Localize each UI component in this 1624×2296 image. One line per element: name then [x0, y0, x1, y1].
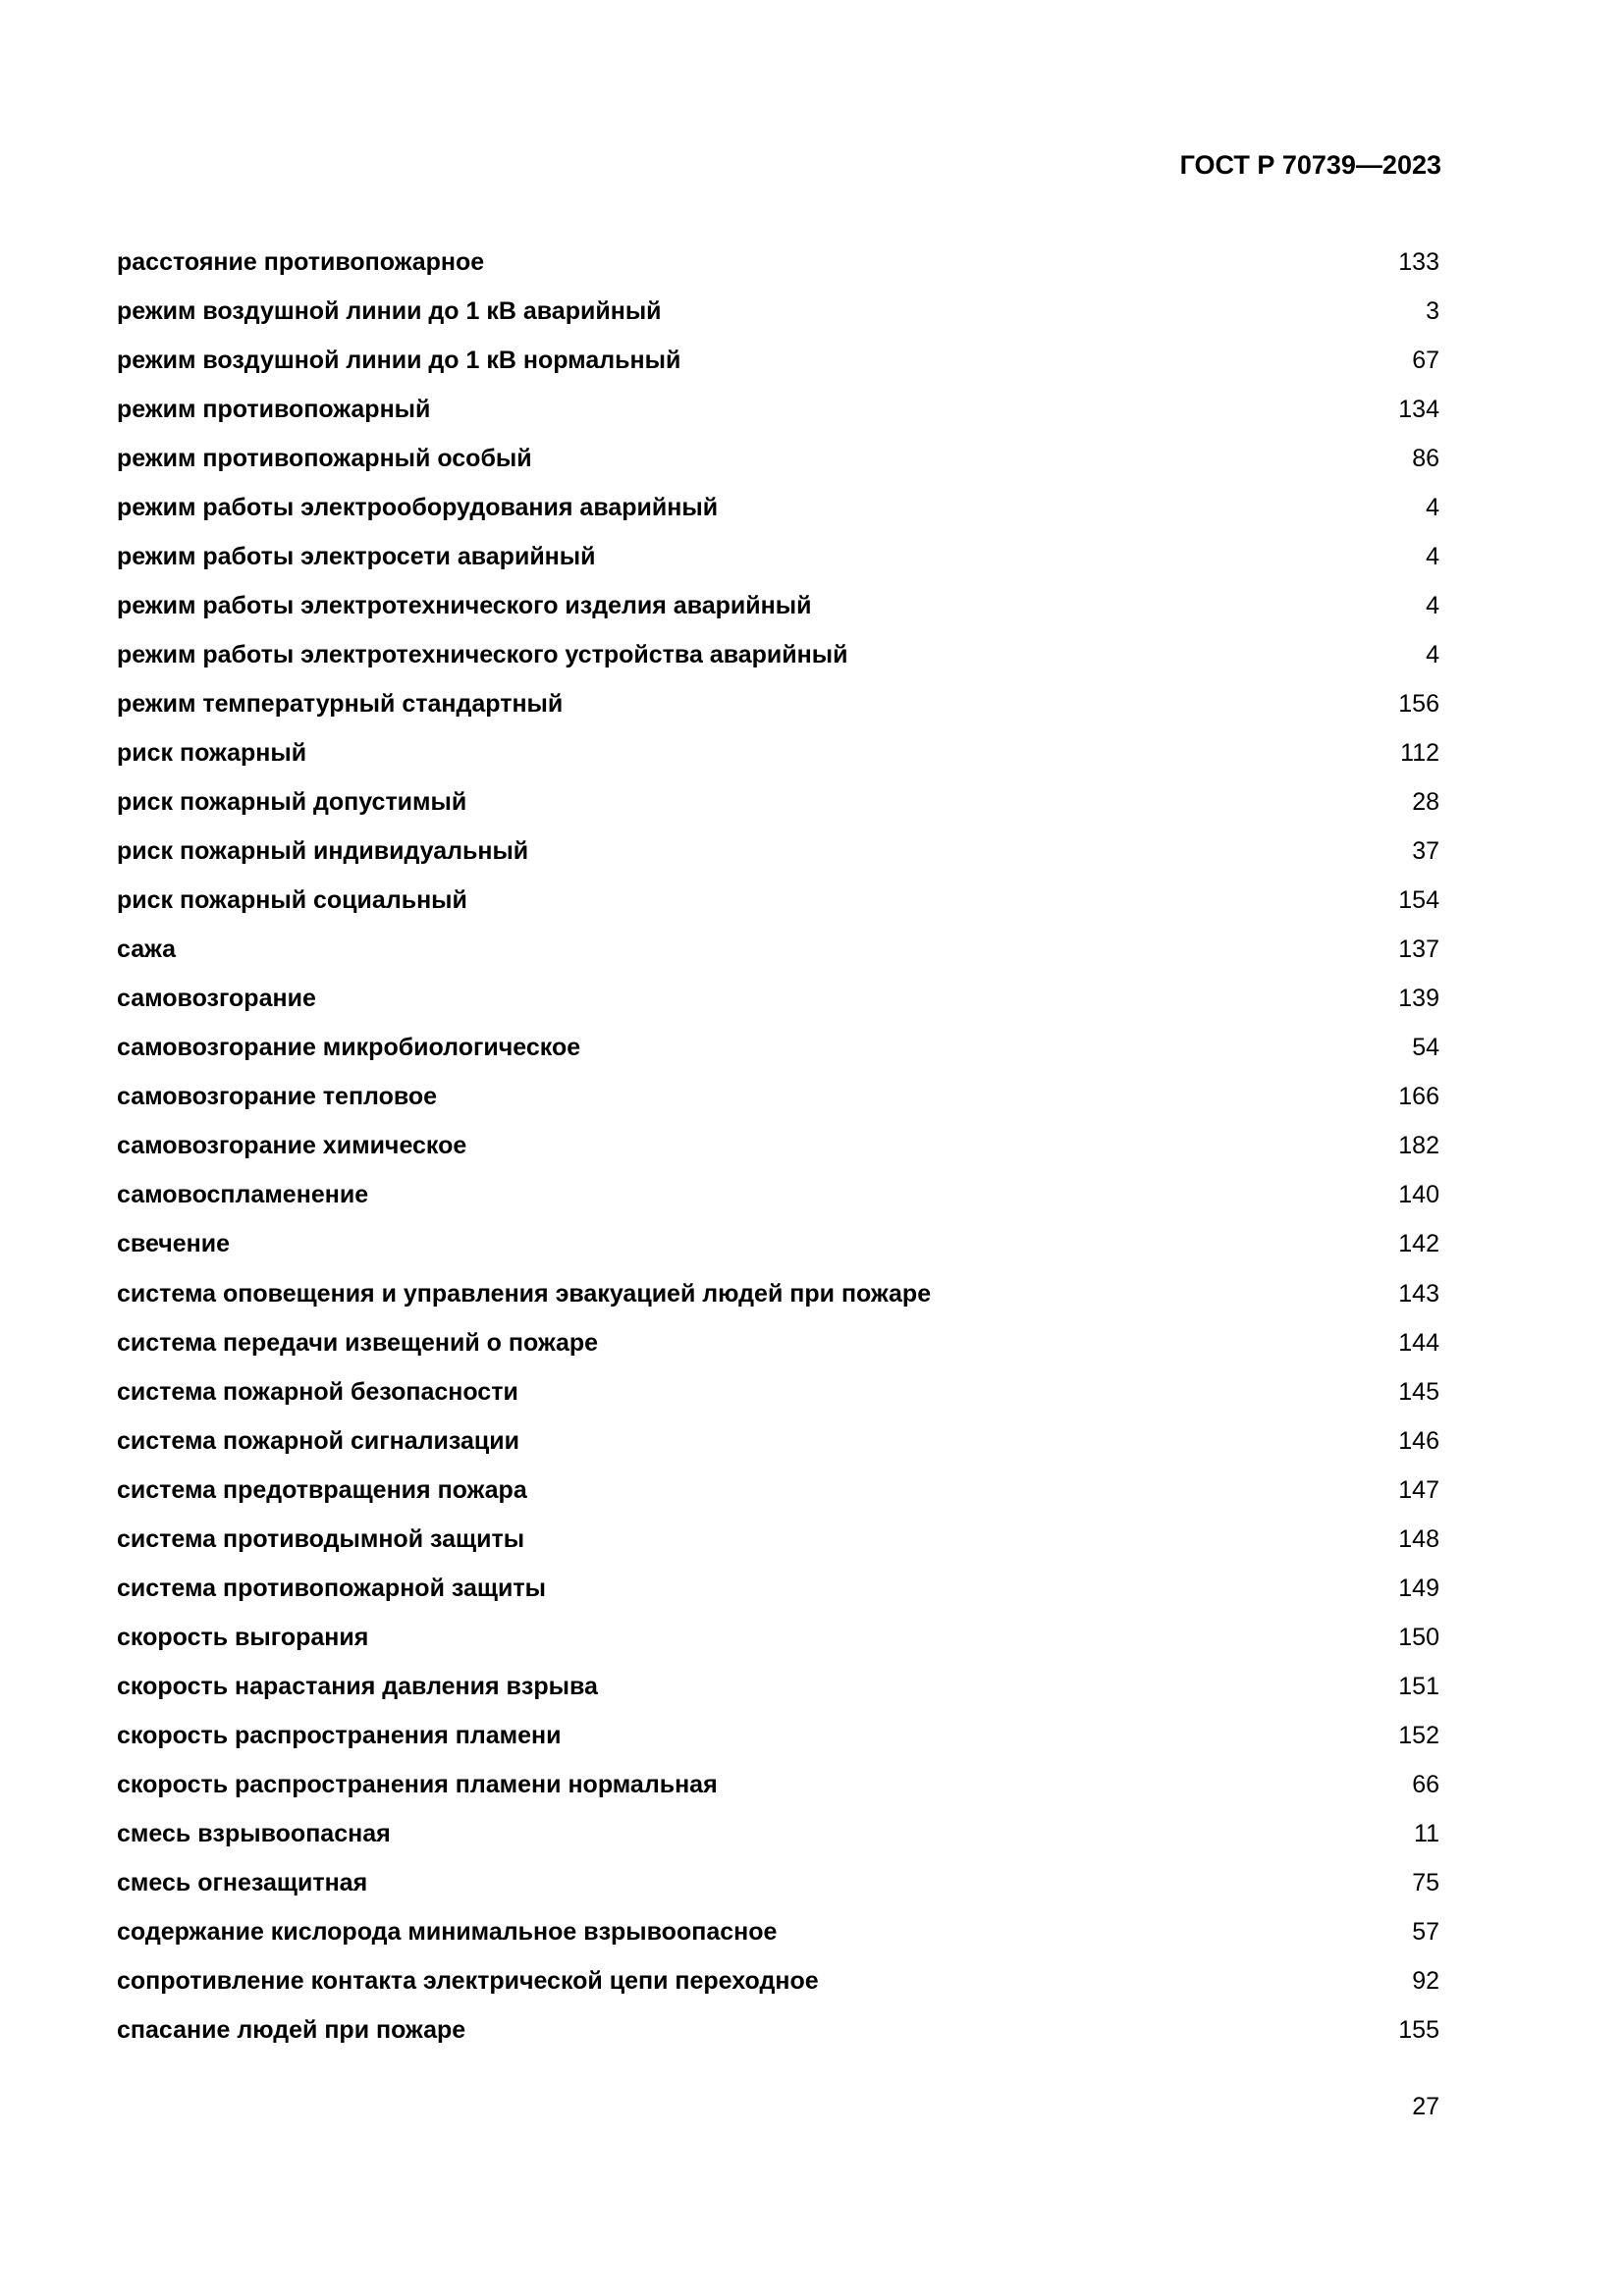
index-term-number: 166 — [1398, 1083, 1439, 1111]
index-term: система пожарной безопасности — [117, 1377, 518, 1406]
index-term-number: 149 — [1398, 1574, 1439, 1602]
index-term: система предотвращения пожара — [117, 1475, 527, 1504]
index-term: режим температурный стандартный — [117, 689, 564, 718]
index-term: сопротивление контакта электрической цепи переходное — [117, 1967, 819, 1996]
index-term-number: 156 — [1398, 689, 1439, 718]
index-term: система противопожарной защиты — [117, 1574, 546, 1602]
index-term-number: 86 — [1412, 444, 1439, 472]
index-entry — [117, 1957, 1439, 2006]
index-entry — [117, 483, 1439, 532]
index-entry — [117, 1122, 1439, 1171]
index-term-number: 150 — [1398, 1623, 1439, 1651]
index-term: самовозгорание — [117, 985, 316, 1013]
index-term-number: 11 — [1414, 1820, 1439, 1848]
index-entry — [117, 1466, 1439, 1515]
index-entry — [117, 434, 1439, 483]
index-term: риск пожарный социальный — [117, 886, 467, 915]
index-entry — [117, 238, 1439, 287]
index-term: содержание кислорода минимальное взрывоопасное — [117, 1918, 778, 1947]
index-term-number: 146 — [1398, 1426, 1439, 1455]
index-entry — [117, 1908, 1439, 1957]
index-term: самовозгорание тепловое — [117, 1083, 438, 1111]
index-term: риск пожарный допустимый — [117, 788, 467, 817]
index-entry — [117, 1662, 1439, 1711]
index-term-number: 3 — [1426, 296, 1439, 325]
index-term: режим работы электрооборудования аварийный — [117, 493, 719, 521]
index-term: режим противопожарный — [117, 395, 431, 423]
index-term-number: 133 — [1398, 247, 1439, 276]
index-entry — [117, 581, 1439, 630]
index-term: расстояние противопожарное — [117, 247, 485, 276]
index-term: режим работы электротехнического изделия аварийный — [117, 591, 812, 619]
index-term: сажа — [117, 935, 177, 964]
index-entry — [117, 2006, 1439, 2056]
index-term-number: 140 — [1398, 1181, 1439, 1209]
index-term: скорость распространения пламени нормальная — [117, 1770, 718, 1798]
index-entry — [117, 778, 1439, 828]
index-term-number: 154 — [1398, 886, 1439, 915]
index-term: система противодымной защиты — [117, 1524, 525, 1553]
index-term-number: 4 — [1426, 542, 1439, 570]
index-term-number: 92 — [1412, 1967, 1439, 1996]
index-term: режим воздушной линии до 1 кВ аварийный — [117, 296, 662, 325]
index-term: скорость распространения пламени — [117, 1721, 562, 1749]
index-term-number: 37 — [1412, 837, 1439, 866]
index-term-number: 112 — [1400, 738, 1439, 767]
page-number: 27 — [1412, 2093, 1439, 2120]
index-term: риск пожарный индивидуальный — [117, 837, 529, 866]
index-term-number: 151 — [1398, 1672, 1439, 1700]
index-term: смесь взрывоопасная — [117, 1820, 391, 1848]
index-term: система оповещения и управления эвакуацией людей при пожаре — [117, 1279, 932, 1308]
index-term-number: 144 — [1398, 1328, 1439, 1357]
index-entry — [117, 926, 1439, 975]
index-term: самовозгорание химическое — [117, 1132, 467, 1160]
index-entry — [117, 1220, 1439, 1269]
index-entry — [117, 728, 1439, 777]
index-term: самовозгорание микробиологическое — [117, 1034, 581, 1062]
index-entry — [117, 1613, 1439, 1662]
index-term-number: 28 — [1412, 788, 1439, 817]
index-entry — [117, 1711, 1439, 1760]
index-entry — [117, 287, 1439, 336]
index-term-number: 54 — [1412, 1034, 1439, 1062]
index-term: режим воздушной линии до 1 кВ нормальный — [117, 346, 681, 374]
index-term: скорость выгорания — [117, 1623, 369, 1651]
index-term-number: 148 — [1398, 1524, 1439, 1553]
index-entry — [117, 679, 1439, 728]
document-standard-code: ГОСТ Р 70739—2023 — [1179, 150, 1441, 180]
index-entry — [117, 1515, 1439, 1564]
index-entry — [117, 336, 1439, 385]
index-term: свечение — [117, 1230, 231, 1258]
index-entry — [117, 532, 1439, 581]
index-term: режим работы электросети аварийный — [117, 542, 596, 570]
index-entry — [117, 1073, 1439, 1122]
index-term-number: 152 — [1398, 1721, 1439, 1749]
index-term-number: 134 — [1398, 395, 1439, 423]
index-term-number: 57 — [1412, 1918, 1439, 1947]
index-term-number: 143 — [1398, 1279, 1439, 1308]
index-term-number: 67 — [1412, 346, 1439, 374]
index-term-number: 4 — [1426, 640, 1439, 668]
index-term: смесь огнезащитная — [117, 1869, 368, 1897]
index-entry — [117, 1269, 1439, 1318]
index-term-number: 139 — [1398, 985, 1439, 1013]
index-term: скорость нарастания давления взрыва — [117, 1672, 598, 1700]
index-term-number: 4 — [1426, 591, 1439, 619]
index-entry — [117, 1810, 1439, 1859]
index-term-number: 66 — [1412, 1770, 1439, 1798]
index-term: спасание людей при пожаре — [117, 2016, 466, 2045]
index-term-number: 155 — [1398, 2016, 1439, 2045]
index-term-number: 147 — [1398, 1475, 1439, 1504]
index-term-number: 182 — [1398, 1132, 1439, 1160]
index-entry — [117, 385, 1439, 434]
index-term: риск пожарный — [117, 738, 307, 767]
index-entry — [117, 1024, 1439, 1073]
term-index-list — [117, 238, 1439, 2056]
index-entry — [117, 1367, 1439, 1416]
index-entry — [117, 1318, 1439, 1367]
index-entry — [117, 828, 1439, 877]
index-term: режим противопожарный особый — [117, 444, 532, 472]
index-entry — [117, 1760, 1439, 1809]
index-term-number: 145 — [1398, 1377, 1439, 1406]
index-entry — [117, 1416, 1439, 1466]
index-term-number: 4 — [1426, 493, 1439, 521]
index-entry — [117, 975, 1439, 1024]
index-entry — [117, 1859, 1439, 1908]
index-entry — [117, 1171, 1439, 1220]
index-term: система передачи извещений о пожаре — [117, 1328, 599, 1357]
index-term-number: 137 — [1398, 935, 1439, 964]
index-term: режим работы электротехнического устройства аварийный — [117, 640, 848, 668]
index-term-number: 75 — [1412, 1869, 1439, 1897]
index-term: самовоспламенение — [117, 1181, 369, 1209]
index-entry — [117, 877, 1439, 926]
index-entry — [117, 630, 1439, 679]
index-term-number: 142 — [1398, 1230, 1439, 1258]
index-entry — [117, 1564, 1439, 1613]
index-term: система пожарной сигнализации — [117, 1426, 519, 1455]
